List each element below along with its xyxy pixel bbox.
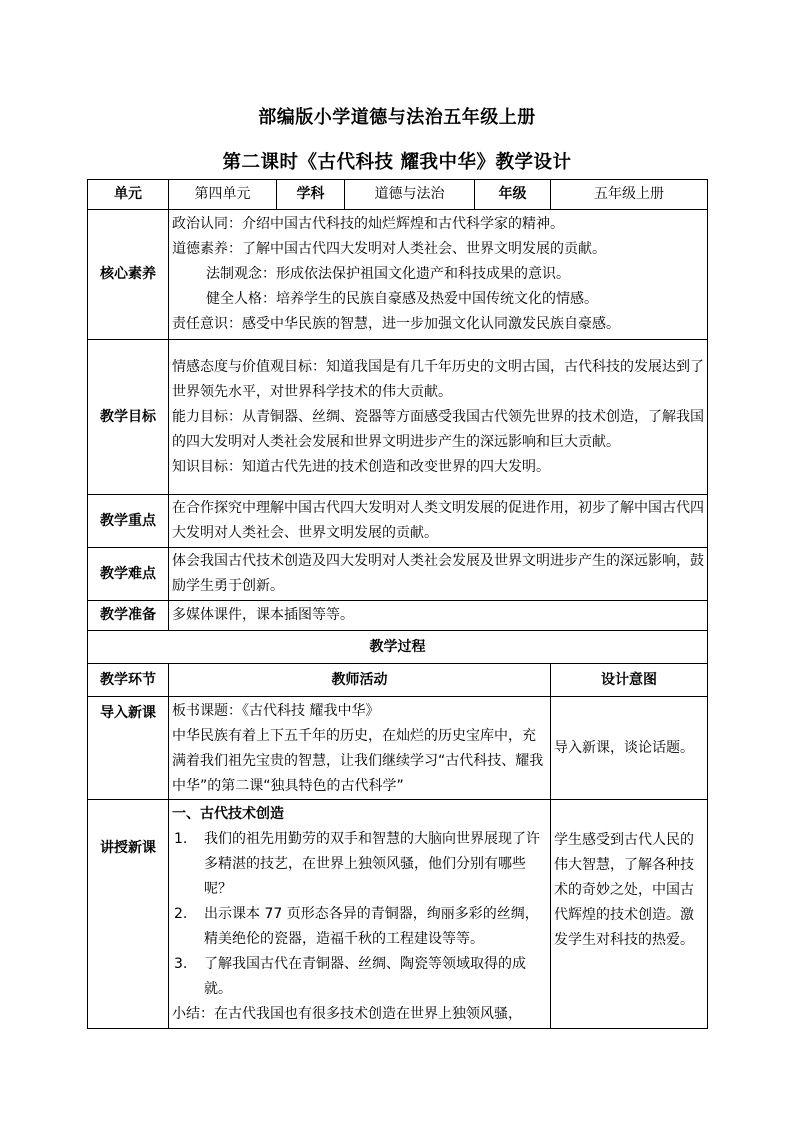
document-subtitle: 第二课时《古代科技 耀我中华》教学设计 bbox=[222, 152, 572, 173]
difficulty-label: 教学难点 bbox=[88, 548, 169, 601]
intro-line: 板书课题：《古代科技 耀我中华》 bbox=[172, 703, 380, 719]
teach-activity bbox=[169, 800, 551, 1029]
intent-column-header: 设计意图 bbox=[551, 664, 708, 697]
core-line: 政治认同：介绍中国古代科技的灿烂辉煌和古代科学家的精神。 bbox=[172, 216, 564, 232]
item-number: 3. bbox=[174, 956, 188, 972]
core-line: 道德素养：了解中国古代四大发明对人类社会、世界文明发展的贡献。 bbox=[172, 241, 606, 257]
prep-row bbox=[88, 601, 708, 631]
grade-label: 年级 bbox=[475, 180, 551, 210]
core-label: 核心素养 bbox=[88, 210, 169, 340]
subject-value: 道德与法治 bbox=[345, 180, 475, 210]
prep-label: 教学准备 bbox=[88, 601, 169, 631]
core-line: 健全人格：培养学生的民族自豪感及热爱中国传统文化的情感。 bbox=[206, 291, 598, 307]
item-number: 2. bbox=[174, 906, 188, 922]
goal-line: 情感态度与价值观目标：知道我国是有几千年历史的文明古国，古代科技的发展达到了世界领先水平，对世界科学技术的伟大贡献。 bbox=[172, 358, 704, 400]
list-item bbox=[172, 827, 547, 902]
core-line: 法制观念：形成依法保护祖国文化遗产和科技成果的意识。 bbox=[206, 266, 570, 282]
unit-label: 单元 bbox=[88, 180, 169, 210]
teach-stage: 讲授新课 bbox=[88, 800, 169, 1029]
item-text: 出示课本 77 页形态各异的青铜器，绚丽多彩的丝绸，精美绝伦的瓷器，造福千秋的工程建设等等。 bbox=[204, 906, 539, 947]
info-row bbox=[88, 180, 708, 210]
teach-summary: 小结：在古代我国也有很多技术创造在世界上独领风骚， bbox=[172, 1006, 522, 1022]
key-label: 教学重点 bbox=[88, 495, 169, 548]
key-row bbox=[88, 495, 708, 548]
lesson-plan-table bbox=[87, 179, 708, 1029]
teach-row bbox=[88, 800, 708, 1029]
intro-stage: 导入新课 bbox=[88, 697, 169, 800]
intro-row bbox=[88, 697, 708, 800]
core-row bbox=[88, 210, 708, 340]
list-item bbox=[172, 952, 547, 1002]
grade-value: 五年级上册 bbox=[551, 180, 708, 210]
activity-column-header: 教师活动 bbox=[169, 664, 551, 697]
intro-line: 中华民族有着上下五千年的历史，在灿烂的历史宝库中，充满着我们祖先宝贵的智慧，让我们继续学习“古代科技、耀我中华”的第二课“独具特色的古代科学” bbox=[172, 728, 544, 794]
document-title: 部编版小学道德与法治五年级上册 bbox=[258, 107, 536, 128]
process-header-row bbox=[88, 664, 708, 697]
item-number: 1. bbox=[174, 831, 188, 847]
difficulty-content: 体会我国古代技术创造及四大发明对人类社会发展及世界文明进步产生的深远影响，鼓励学生勇于创新。 bbox=[169, 548, 708, 601]
list-item bbox=[172, 902, 547, 952]
goal-line: 知识目标：知道古代先进的技术创造和改变世界的四大发明。 bbox=[172, 458, 550, 475]
item-text: 了解我国古代在青铜器、丝绸、陶瓷等领域取得的成就。 bbox=[204, 956, 526, 997]
key-content: 在合作探究中理解中国古代四大发明对人类文明发展的促进作用，初步了解中国古代四大发明对人类社会、世界文明发展的贡献。 bbox=[169, 495, 708, 548]
core-content bbox=[169, 210, 708, 340]
goals-label: 教学目标 bbox=[88, 340, 169, 495]
goals-row bbox=[88, 340, 708, 495]
teach-intent: 学生感受到古代人民的伟大智慧，了解各种技术的奇妙之处，中国古代辉煌的技术创造。激发学生对科技的热爱。 bbox=[551, 800, 708, 1029]
stage-column-header: 教学环节 bbox=[88, 664, 169, 697]
teach-section-title: 一、古代技术创造 bbox=[172, 806, 284, 822]
intro-intent: 导入新课，谈论话题。 bbox=[551, 697, 708, 800]
core-line: 责任意识：感受中华民族的智慧，进一步加强文化认同激发民族自豪感。 bbox=[172, 316, 620, 332]
subject-label: 学科 bbox=[277, 180, 345, 210]
item-text: 我们的祖先用勤劳的双手和智慧的大脑向世界展现了许多精湛的技艺，在世界上独领风骚，他们分别有哪些呢？ bbox=[204, 831, 540, 897]
goals-content bbox=[169, 340, 708, 495]
prep-content: 多媒体课件，课本插图等等。 bbox=[169, 601, 708, 631]
goal-line: 能力目标：从青铜器、丝绸、瓷器等方面感受我国古代领先世界的技术创造，了解我国的四大发明对人类社会发展和世界文明进步产生的深远影响和巨大贡献。 bbox=[172, 408, 704, 450]
process-title-row bbox=[88, 631, 708, 664]
intro-activity bbox=[169, 697, 551, 800]
unit-value: 第四单元 bbox=[169, 180, 277, 210]
difficulty-row bbox=[88, 548, 708, 601]
process-title: 教学过程 bbox=[88, 631, 708, 664]
